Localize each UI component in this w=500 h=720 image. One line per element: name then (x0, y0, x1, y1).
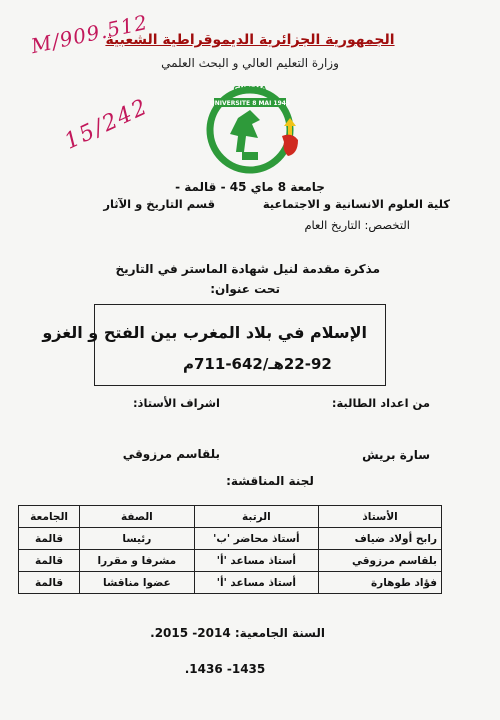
member-name: رابح أولاد ضياف (319, 528, 442, 550)
specialty-line: التخصص: التاريخ العام (304, 218, 410, 232)
header-rank: الرتبة (194, 506, 319, 528)
member-rank: أستاذ مساعد 'أ' (194, 550, 319, 572)
supervisor-name: بلقاسم مرزوقي (122, 447, 220, 461)
thesis-title: الإسلام في بلاد المغرب بين الفتح و الغزو (42, 323, 367, 342)
student-name: سارة بريش (362, 448, 430, 462)
table-row (19, 528, 442, 550)
faculty-name: كلية العلوم الانسانية و الاجتماعية (262, 197, 450, 211)
logo-top-text: GUELMA (233, 85, 267, 93)
prepared-by-label: من اعداد الطالبة: (331, 396, 430, 410)
member-university: قالمة (19, 550, 80, 572)
university-name: جامعة 8 ماي 45 - قالمة - (175, 180, 325, 194)
committee-header-row (19, 506, 442, 528)
university-logo-icon (200, 78, 310, 178)
university-logo (200, 78, 310, 178)
header-role: الصفة (80, 506, 194, 528)
handwritten-code-2: 15/242 (60, 94, 153, 155)
member-rank: أستاذ مساعد 'أ' (194, 572, 319, 594)
logo-band-text: UNIVERSITE 8 MAI 1945 (209, 100, 291, 107)
committee-table (18, 505, 442, 594)
under-title-label: تحت عنوان: (210, 282, 280, 296)
thesis-dates: 22-92هـ/642-711م (183, 355, 332, 373)
header-university: الجامعة (19, 506, 80, 528)
member-name: فؤاد طوهارة (319, 572, 442, 594)
department-name: قسم التاريخ و الآثار (103, 197, 215, 211)
member-role: رئيسا (80, 528, 194, 550)
member-name: بلقاسم مرزوقي (319, 550, 442, 572)
committee-title: لجنة المناقشة: (226, 474, 314, 488)
table-row (19, 572, 442, 594)
supervisor-label: اشراف الأستاذ: (132, 396, 220, 410)
republic-title: الجمهورية الجزائرية الديموقراطية الشعبية (105, 32, 395, 48)
academic-year-gregorian: السنة الجامعية: 2014- 2015. (150, 626, 325, 640)
member-university: قالمة (19, 528, 80, 550)
table-row (19, 550, 442, 572)
member-university: قالمة (19, 572, 80, 594)
academic-year-hijri: .1436 -1435 (184, 662, 266, 676)
handwritten-code-1: M/909.512 (28, 9, 151, 59)
memo-line: مذكرة مقدمة لنيل شهادة الماستر في التاريخ (115, 262, 380, 276)
header-professor: الأستاذ (319, 506, 442, 528)
thesis-title-box (42, 304, 386, 386)
member-role: عضوا مناقشا (80, 572, 194, 594)
member-role: مشرفا و مقررا (80, 550, 194, 572)
member-rank: أستاذ محاضر 'ب' (194, 528, 319, 550)
ministry-name: وزارة التعليم العالي و البحث العلمي (161, 56, 339, 70)
